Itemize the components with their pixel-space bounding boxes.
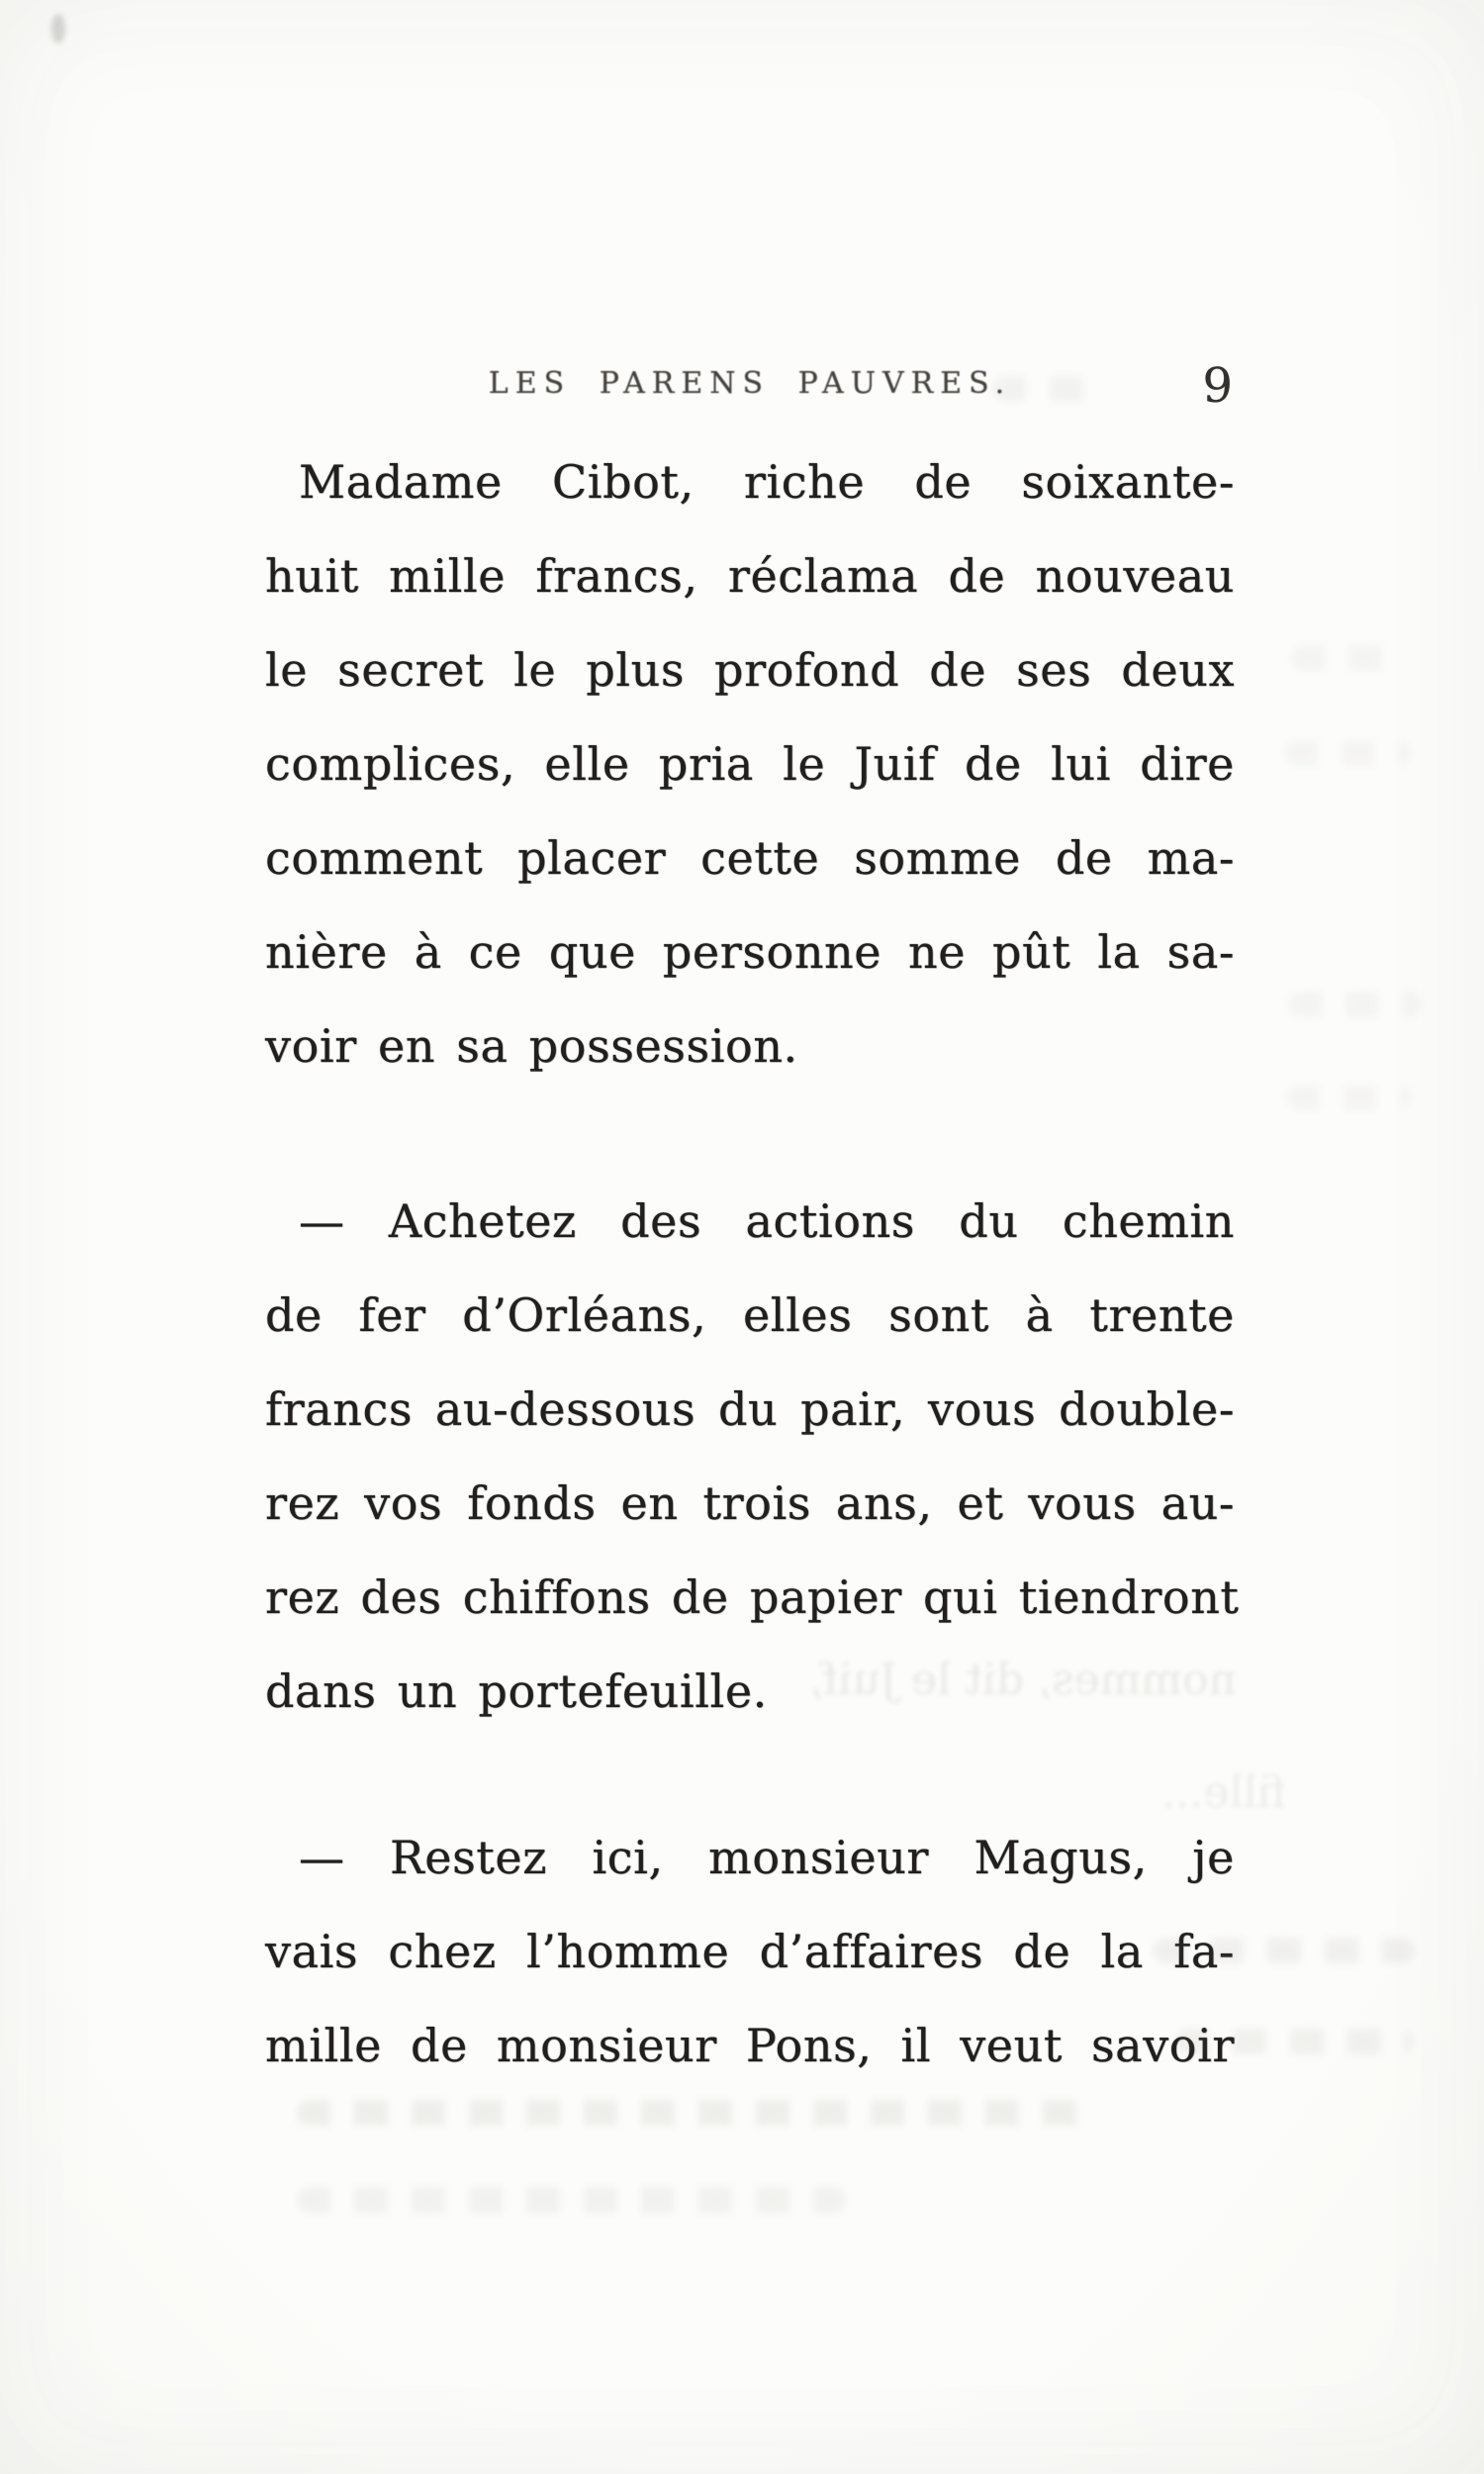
paragraph xyxy=(265,435,1235,1094)
text-line: Madame Cibot, riche de soixante- xyxy=(299,455,1235,509)
text-line: vais chez l’homme d’affaires de la fa- xyxy=(265,1925,1235,1978)
text-line: le secret le plus profond de ses deux xyxy=(265,643,1235,697)
text-line: complices, elle pria le Juif de lui dire xyxy=(265,737,1235,791)
running-title: LES PARENS PAUVRES. xyxy=(488,366,1012,401)
text-line: dans un portefeuille. xyxy=(265,1665,768,1718)
bleedthrough-smudge xyxy=(1291,645,1405,671)
text-line: rez vos fonds en trois ans, et vous au- xyxy=(265,1476,1235,1530)
bleedthrough-smudge xyxy=(1288,992,1422,1017)
bleedthrough-smudge xyxy=(297,2187,846,2213)
text-line: huit mille francs, réclama de nouveau xyxy=(265,549,1235,603)
page-header xyxy=(265,358,1235,414)
text-line: rez des chiffons de papier qui tiendront xyxy=(265,1570,1240,1624)
page-number: 9 xyxy=(1202,358,1233,414)
body-text xyxy=(265,435,1240,2093)
bleedthrough-ghost-text: nommes, dit le Juif, xyxy=(809,1655,1237,1705)
bleedthrough-smudge xyxy=(1286,1085,1411,1110)
text-line: comment placer cette somme de ma- xyxy=(265,831,1235,885)
bleedthrough-smudge xyxy=(1284,740,1411,766)
bleedthrough-smudge xyxy=(297,2100,1098,2126)
text-line: nière à ce que personne ne pût la sa- xyxy=(265,925,1235,979)
bleedthrough-ghost-text: fille... xyxy=(1161,1767,1286,1818)
text-line: voir en sa possession. xyxy=(265,1019,798,1073)
scan-speck xyxy=(51,14,65,44)
bleedthrough-smudge xyxy=(1175,2029,1413,2054)
text-line: mille de monsieur Pons, il veut savoir xyxy=(265,2019,1235,2072)
bleedthrough-smudge xyxy=(992,376,1101,402)
paragraph xyxy=(265,1811,1235,2093)
text-line: — Achetez des actions du chemin xyxy=(299,1194,1235,1248)
text-line: francs au-dessous du pair, vous double- xyxy=(265,1382,1235,1436)
text-line: de fer d’Orléans, elles sont à trente xyxy=(265,1288,1235,1342)
text-line: — Restez ici, monsieur Magus, je xyxy=(299,1831,1235,1884)
bleedthrough-smudge xyxy=(1153,1938,1415,1963)
